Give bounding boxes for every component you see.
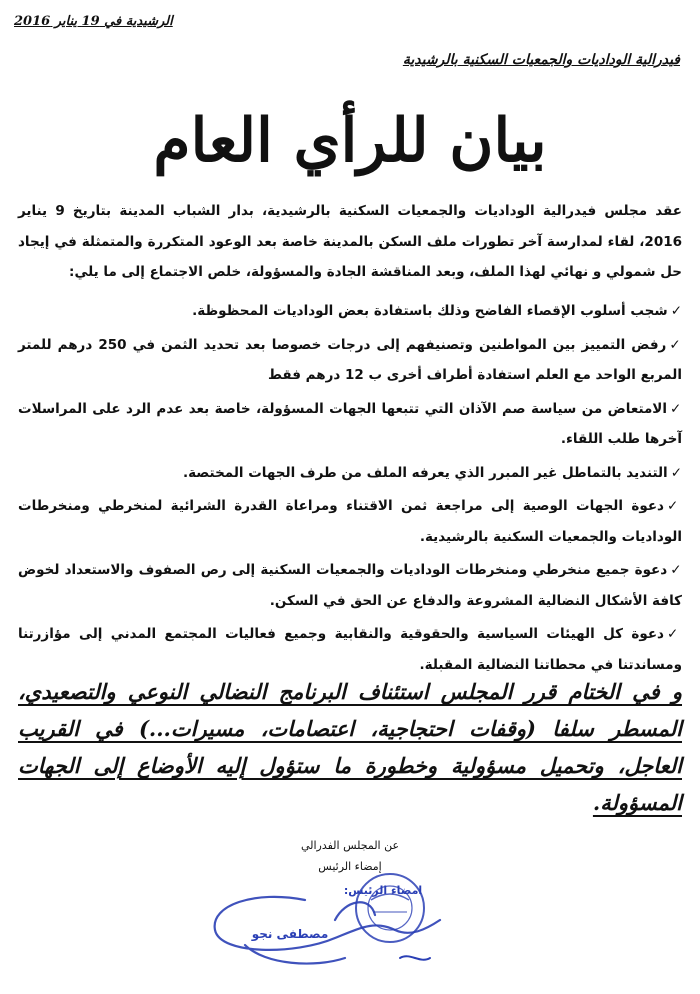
conclusion-paragraph: و في الختام قرر المجلس استئناف البرنامج النضالي النوعي والتصعيدي، المسطر سلفا (وقفات احتجاجية، اعتصامات، مسيرات...) في القريب العاجل، وتحميل مسؤولية وخطورة ما ستؤول إليه الأوضاع إلى الجهات المسؤولة.: [18, 679, 682, 815]
check-icon: ✓: [670, 464, 682, 481]
organization-name: فيدرالية الوداديات والجمعيات السكنية بالرشيدية: [402, 52, 680, 68]
list-item-text: دعوة الجهات الوصية إلى مراجعة ثمن الاقتناء ومراعاة القدرة الشرائية لمنخرطي ومنخرطات الوداديات والجمعيات السكنية بالرشيدية.: [18, 498, 682, 545]
document-date: الرشيدية في 19 يناير 2016: [14, 14, 173, 29]
list-item-text: الامتعاض من سياسة صم الآذان التي تتبعها الجهات المسؤولة، خاصة بعد عدم الرد على المراسلات آخرها طلب اللقاء.: [18, 400, 682, 447]
check-icon: ✓: [670, 562, 683, 578]
list-item: [18, 394, 682, 455]
list-item: [18, 491, 682, 552]
resolution-list: [18, 296, 682, 683]
check-icon: ✓: [666, 498, 682, 514]
intro-paragraph: عقد مجلس فيدرالية الوداديات والجمعيات السكنية بالرشيدية، بدار الشباب المدينة بتاريخ 9 يناير 2016، لقاء لمدارسة آخر تطورات ملف السكن بالمدينة خاصة بعد الوعود المتكررة والمتمثلة في إيجاد حل شمولي و نهائي لهذا الملف، وبعد المناقشة الجادة والمسؤولة، خلص الاجتماع إلى ما يلي:: [18, 203, 682, 280]
president-signature-label: إمضاء الرئيس: [318, 860, 382, 873]
list-item-text: دعوة جميع منخرطي ومنخرطات الوداديات والجمعيات السكنية إلى رص الصفوف والاستعداد لخوض كافة الأشكال النضالية المشروعة والدفاع عن الحق في السكن.: [18, 562, 682, 609]
check-icon: ✓: [669, 336, 683, 353]
check-icon: ✓: [670, 303, 682, 319]
list-item-text: دعوة كل الهيئات السياسية والحقوقية والنقابية وجميع فعاليات المجتمع المدني إلى مؤازرتنا ومساندتنا في محطاتنا النضالية المقبلة.: [18, 626, 682, 673]
list-item: [18, 330, 682, 391]
list-item-text: التنديد بالتماطل غير المبرر الذي يعرفه الملف من طرف الجهات المختصة.: [182, 464, 668, 481]
official-stamp-graphic: [185, 860, 485, 980]
list-item: [18, 296, 682, 327]
stamp-and-signature: [185, 860, 485, 980]
list-item: [18, 619, 682, 680]
check-icon: ✓: [670, 400, 682, 417]
council-label: عن المجلس الفدرالي: [300, 839, 400, 852]
list-item: [18, 458, 682, 489]
list-item-text: شجب أسلوب الإقصاء الفاضح وذلك باستفادة بعض الوداديات المحظوظة.: [192, 303, 668, 319]
list-item-text: رفض التمييز بين المواطنين وتصنيفهم إلى درجات خصوصا بعد تحديد الثمن في 250 درهم للمتر المربع الواحد مع العلم استفادة أطراف أخرى ب 12 درهم فقط: [18, 336, 682, 383]
stamp-label: امضاء الرئيس:: [343, 884, 423, 897]
stamp-name: مصطفى نجو: [251, 927, 329, 941]
document-title: بيان للرأي العام: [153, 106, 547, 176]
check-icon: ✓: [666, 626, 682, 642]
list-item: [18, 555, 682, 616]
